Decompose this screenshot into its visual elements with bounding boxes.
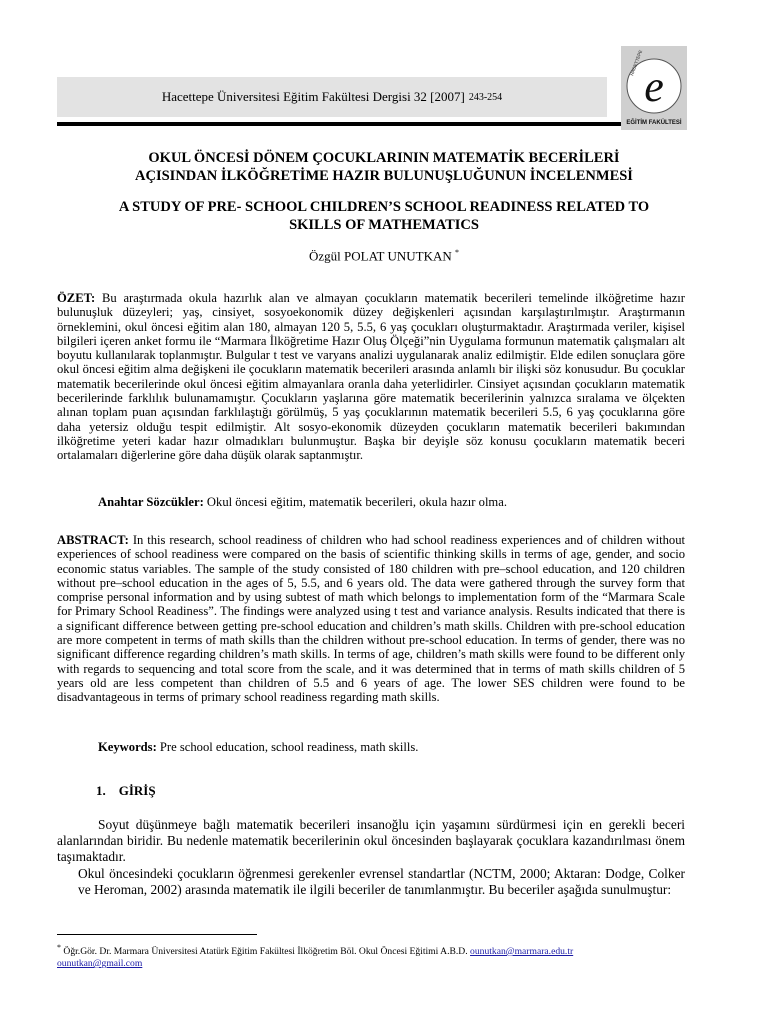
logo-letter: e (644, 62, 664, 111)
page-range: 243-254 (468, 91, 503, 103)
intro-paragraph-2: Okul öncesindeki çocukların öğrenmesi gerekenler evrensel standartlar (NCTM, 2000; Aktaran: Dodge, Colker ve Heroman, 2002) arasında matematik ile ilgili beceriler de tanımlanmıştır. Bu beceriler aşağıda sunulmuştur: (78, 866, 685, 897)
keywords (98, 740, 418, 755)
section-number: 1. (96, 783, 106, 798)
ozet-paragraph (57, 291, 685, 463)
header-rule (57, 122, 687, 126)
title-tr-line1: OKUL ÖNCESİ DÖNEM ÇOCUKLARININ MATEMATİK BECERİLERİ (148, 150, 620, 166)
title-english (60, 198, 708, 234)
keywords-label: Keywords: (98, 740, 157, 754)
faculty-logo (621, 46, 687, 130)
title-en-line2: SKILLS OF MATHEMATICS (289, 217, 479, 233)
ozet-label: ÖZET: (57, 291, 96, 305)
section-title: GİRİŞ (118, 783, 156, 798)
title-en-line1: A STUDY OF PRE- SCHOOL CHILDREN’S SCHOOL READINESS RELATED TO (118, 199, 650, 215)
section-heading (96, 783, 156, 799)
footnote-text: Öğr.Gör. Dr. Marmara Üniversitesi Atatürk Eğitim Fakültesi İlköğretim Böl. Okul Öncesi Eğitimi A.B.D. (63, 946, 468, 958)
footnote-rule (57, 934, 257, 935)
anahtar-sozcukler (98, 495, 507, 510)
abstract-text: In this research, school readiness of children who had school readiness experiences and of children without experiences of school readiness were compared on the basis of scientific thinking skills in terms of age, gender, and socio economic status variables. The sample of the study consisted of 180 children with pre–school education, and 120 children without pre–school education in the ages of 5, 5.5, and 6 years old. The data were gathered through the survey form that comprise personal information and by using subtest of math which belongs to implementation form of the “Marmara Scale for Primary School Readiness”. The findings were analyzed using t test and variance analysis. Results indicated that there is a significant difference between getting pre-school education and children’s math skills. Children with pre-school education are more competent in terms of math skills than the children without pre-school education. In terms of gender, there was no significant difference regarding children’s math skills. In terms of age, children’s math skills were found to be different only with regards to sequencing and total score from the scale, and it was determined that in terms of math skills children of 5 years old are less competent than children of 5.5 and 6 years of age. The lower SES children were found to be disadvantageous in terms of primary school readiness regarding math skills. (57, 533, 685, 705)
anahtar-label: Anahtar Sözcükler: (98, 495, 204, 509)
footnote (57, 942, 677, 970)
ozet-text: Bu araştırmada okula hazırlık alan ve almayan çocukların matematik becerileri temelinde ilköğretime hazır bulunuşluk düzeyleri; yaş, cinsiyet, sosyoekonomik düzey değişkenleri açısından karşılaştırılmıştır. Araştırmanın örneklemini, okul öncesi eğitim alan 180, almayan 120 5, 5.5, 6 yaş çocukları oluşturmaktadır. Araştırmada veriler, kişisel bilgileri içeren anket formu ile “Marmara İlköğretime Hazır Oluş Ölçeği”nin Uygulama formunun matematik çalışmaları alt boyutu kullanılarak toplanmıştır. Bulgular t test ve varyans analizi uygulanarak analiz edilmiştir. Elde edilen sonuçlara göre okul öncesi eğitim alma değişkeni ile çocukların matematik becerileri arasında anlamlı bir ilişki söz konusudur. Bu çocuklar matematik becerilerinde okul öncesi eğitim almayanlara oranla daha yeterlidirler. Cinsiyet açısından çocukların matematik becerilerinde farklılık bulunamamıştır. Çocukların yaşlarına göre matematik becerilerinin yalnızca sıralama ve ölçekten alınan toplam puan açısından farklılaştığı görülmüş, 5 yaş çocuklarının matematik becerileri 5.5, 6 yaş çocuklarına göre daha yetersiz olduğu tespit edilmiştir. Alt sosyo-ekonomik düzeyden çocukların matematik becerileri bakımından ilköğretime yeteri kadar hazır olmadıkları bulunmuştur. Başka bir deyişle söz konusu çocukların matematik beceri ortalamaları diğerlerine göre daha düşük olarak saptanmıştır. (57, 291, 685, 463)
footnote-email-2[interactable]: ounutkan@gmail.com (57, 958, 143, 970)
abstract-paragraph (57, 533, 685, 705)
footnote-mark: * (57, 943, 61, 952)
author-footnote-mark: * (455, 248, 459, 257)
intro-paragraph-1: Soyut düşünmeye bağlı matematik becerileri insanoğlu için yaşamını sürdürmesi için en gerekli beceri alanlarından biridir. Bu nedenle matematik becerilerinin okul öncesinden başlayarak çocuklara kazandırılması önem taşımaktadır. (57, 817, 685, 864)
title-tr-line2: AÇISINDAN İLKÖĞRETİME HAZIR BULUNUŞLUĞUNUN İNCELENMESİ (135, 168, 633, 184)
anahtar-text: Okul öncesi eğitim, matematik becerileri, okula hazır olma. (206, 495, 507, 509)
logo-caption: EĞİTİM FAKÜLTESİ (626, 120, 682, 126)
author (60, 248, 708, 264)
logo-side-text: HACETTEPE (629, 49, 644, 77)
journal-header (57, 77, 607, 117)
journal-title: Hacettepe Üniversitesi Eğitim Fakültesi Dergisi 32 [2007] (161, 89, 465, 104)
abstract-label: ABSTRACT: (57, 533, 129, 547)
title-turkish (60, 149, 708, 185)
author-name: Özgül POLAT UNUTKAN (308, 248, 452, 264)
footnote-email-1[interactable]: ounutkan@marmara.edu.tr (470, 946, 574, 958)
keywords-text: Pre school education, school readiness, math skills. (159, 740, 419, 754)
